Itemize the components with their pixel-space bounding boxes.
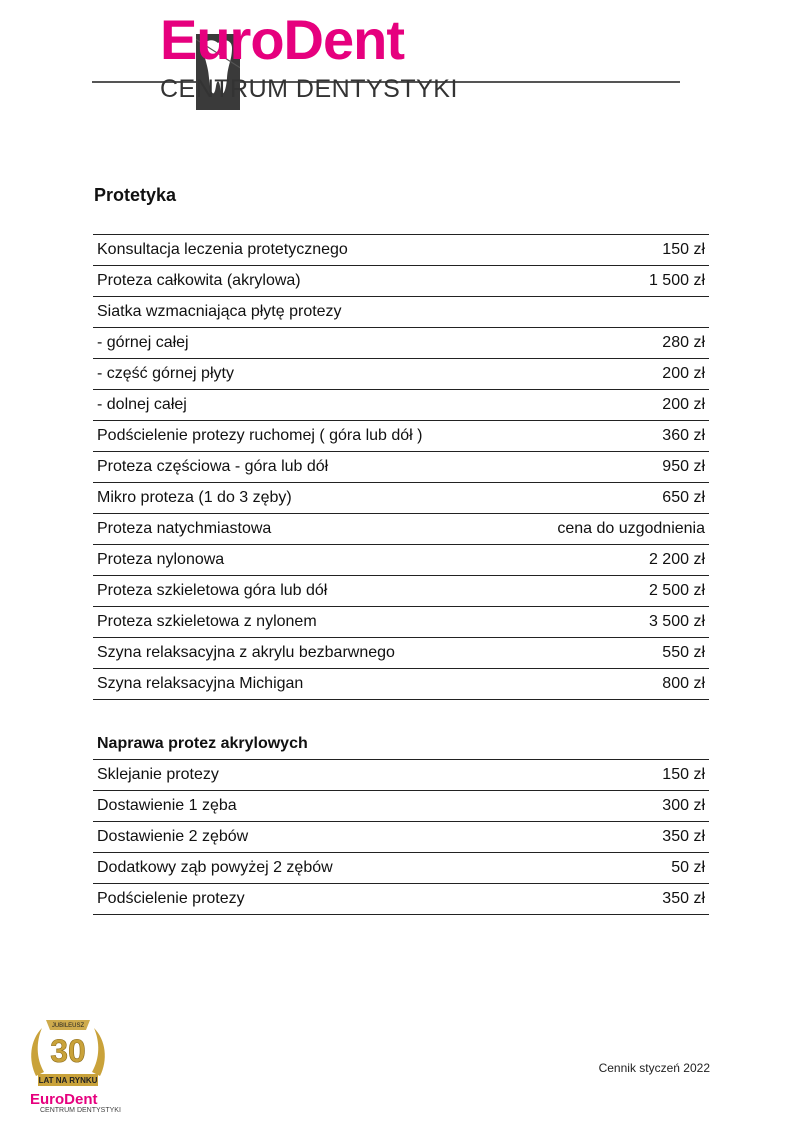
price-row — [93, 853, 709, 884]
service-price: 350 zł — [603, 884, 709, 915]
price-list-date: Cennik styczeń 2022 — [598, 1061, 710, 1075]
service-price: 350 zł — [603, 822, 709, 853]
price-row — [93, 791, 709, 822]
service-name: Dodatkowy ząb powyżej 2 zębów — [93, 853, 603, 884]
brand-subtitle: CENTRUM DENTYSTYKI — [160, 75, 458, 103]
service-price: 200 zł — [513, 359, 709, 390]
anniversary-badge-icon — [26, 1012, 110, 1096]
service-name: Podścielenie protezy — [93, 884, 603, 915]
price-row — [93, 884, 709, 915]
price-row — [93, 421, 709, 452]
badge-top-text: JUBILEUSZ — [51, 1023, 85, 1029]
service-name: Szyna relaksacyjna z akrylu bezbarwnego — [93, 638, 513, 669]
service-name: Proteza szkieletowa z nylonem — [93, 607, 513, 638]
service-price: 300 zł — [603, 791, 709, 822]
badge-text: LAT NA RYNKU — [38, 1076, 98, 1085]
service-name: Szyna relaksacyjna Michigan — [93, 669, 513, 700]
service-price — [513, 297, 709, 328]
repair-price-table — [93, 729, 709, 915]
service-price: 280 zł — [513, 328, 709, 359]
price-row — [93, 760, 709, 791]
service-name: - dolnej całej — [93, 390, 513, 421]
service-price: 150 zł — [603, 760, 709, 791]
price-row — [93, 359, 709, 390]
badge-brand: EuroDent — [30, 1091, 98, 1108]
service-price: 1 500 zł — [513, 266, 709, 297]
price-row — [93, 266, 709, 297]
price-row — [93, 452, 709, 483]
price-row — [93, 545, 709, 576]
price-row — [93, 607, 709, 638]
price-row — [93, 483, 709, 514]
service-price: 550 zł — [513, 638, 709, 669]
service-name: Dostawienie 1 zęba — [93, 791, 603, 822]
service-price: 200 zł — [513, 390, 709, 421]
service-price: 150 zł — [513, 235, 709, 266]
price-row — [93, 297, 709, 328]
badge-subtitle: CENTRUM DENTYSTYKI — [40, 1107, 121, 1114]
repair-table-header — [93, 729, 709, 760]
service-name: - część górnej płyty — [93, 359, 513, 390]
price-row — [93, 390, 709, 421]
service-price: 2 500 zł — [513, 576, 709, 607]
price-row — [93, 328, 709, 359]
service-price: cena do uzgodnienia — [513, 514, 709, 545]
price-row — [93, 576, 709, 607]
service-name: Mikro proteza (1 do 3 zęby) — [93, 483, 513, 514]
price-row — [93, 822, 709, 853]
service-price: 950 zł — [513, 452, 709, 483]
prosthetics-price-table — [93, 234, 709, 700]
repair-title: Naprawa protez akrylowych — [93, 729, 709, 760]
service-name: Siatka wzmacniająca płytę protezy — [93, 297, 513, 328]
price-row — [93, 514, 709, 545]
badge-number: 30 — [50, 1033, 86, 1069]
price-row — [93, 638, 709, 669]
service-name: Proteza szkieletowa góra lub dół — [93, 576, 513, 607]
service-price: 2 200 zł — [513, 545, 709, 576]
brand-name: EuroDent — [160, 8, 404, 71]
service-price: 360 zł — [513, 421, 709, 452]
service-name: Dostawienie 2 zębów — [93, 822, 603, 853]
price-row — [93, 235, 709, 266]
service-price: 50 zł — [603, 853, 709, 884]
service-name: Proteza częściowa - góra lub dół — [93, 452, 513, 483]
service-name: Proteza całkowita (akrylowa) — [93, 266, 513, 297]
service-name: Podścielenie protezy ruchomej ( góra lub dół ) — [93, 421, 513, 452]
service-price: 3 500 zł — [513, 607, 709, 638]
service-price: 800 zł — [513, 669, 709, 700]
service-name: Konsultacja leczenia protetycznego — [93, 235, 513, 266]
service-name: Proteza nylonowa — [93, 545, 513, 576]
service-name: Sklejanie protezy — [93, 760, 603, 791]
price-row — [93, 669, 709, 700]
service-price: 650 zł — [513, 483, 709, 514]
service-name: Proteza natychmiastowa — [93, 514, 513, 545]
service-name: - górnej całej — [93, 328, 513, 359]
section-title: Protetyka — [94, 185, 177, 205]
